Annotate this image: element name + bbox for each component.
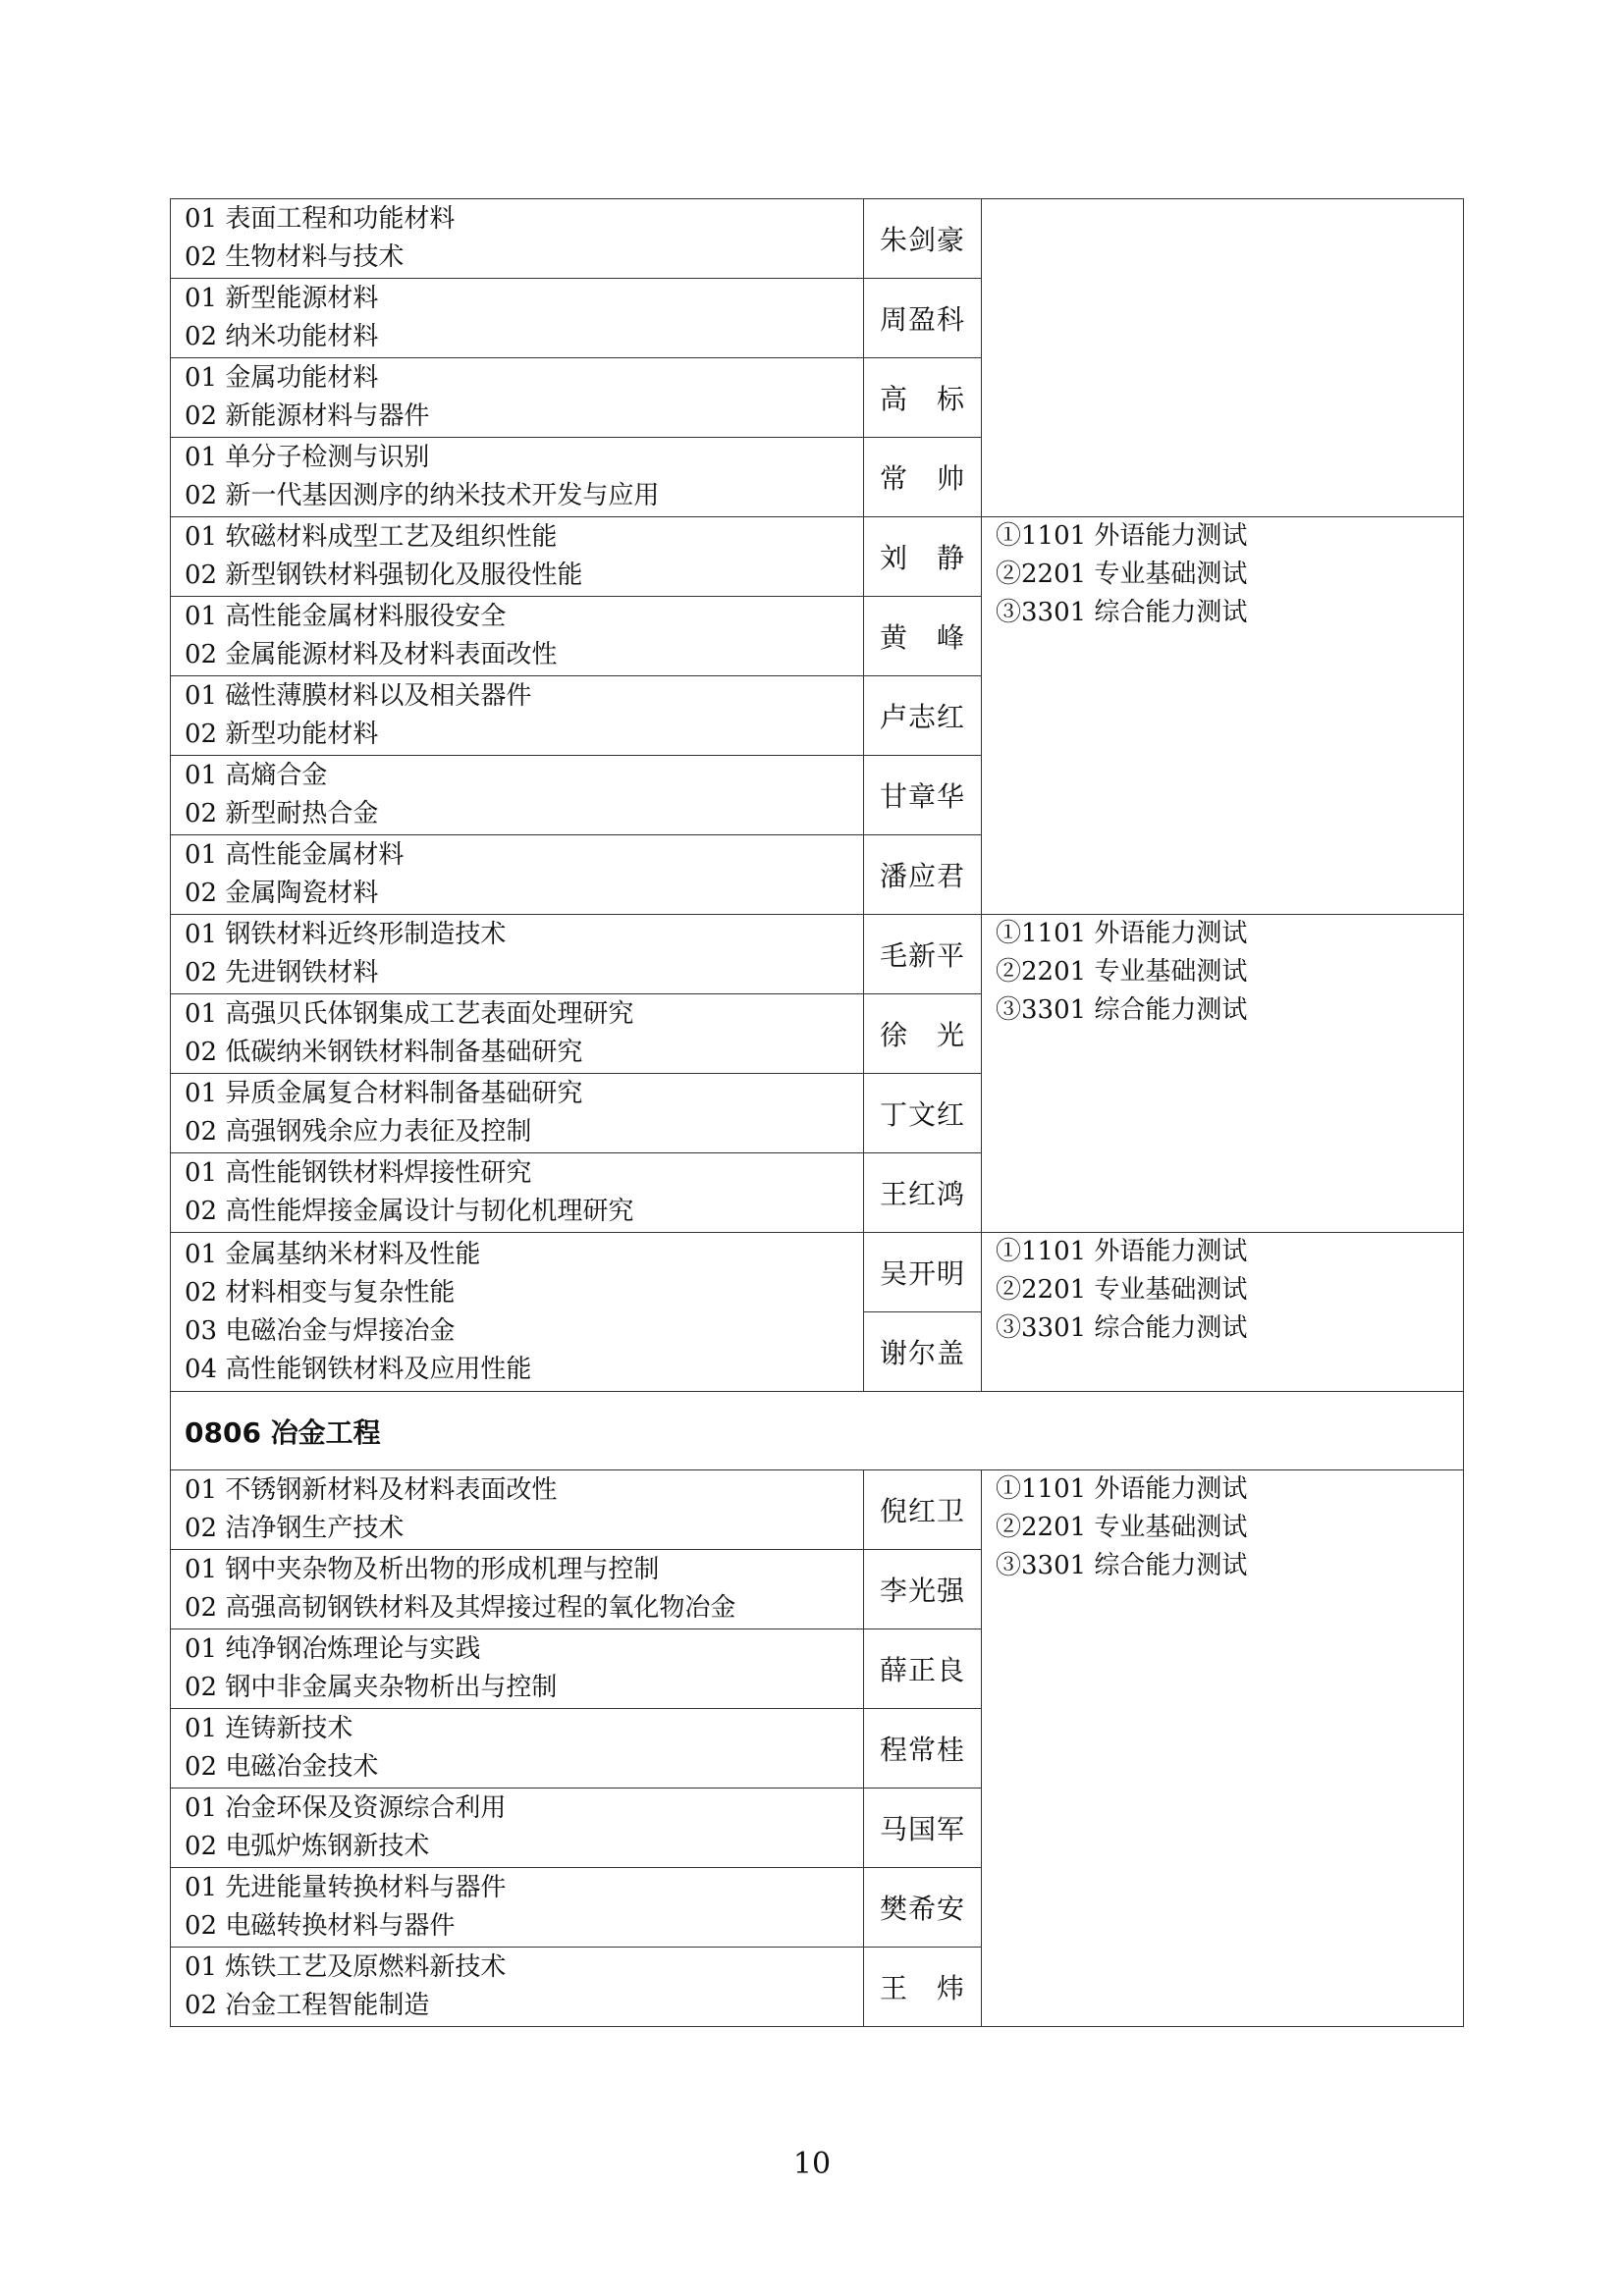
direction-item: 01 新型能源材料	[185, 284, 379, 313]
exam-item: ①1101 外语能力测试	[996, 1474, 1248, 1504]
direction-item: 02 金属陶瓷材料	[185, 879, 379, 908]
exam-item: ③3301 综合能力测试	[996, 1551, 1248, 1580]
page-number: 10	[792, 2147, 832, 2181]
supervisor-name: 黄 峰	[864, 597, 982, 676]
exam-item: ①1101 外语能力测试	[996, 1237, 1248, 1266]
table-row	[171, 1470, 1464, 1550]
supervisor-name: 高 标	[864, 358, 982, 438]
direction-item: 01 表面工程和功能材料	[185, 204, 456, 234]
direction-item: 01 高性能钢铁材料焊接性研究	[185, 1158, 532, 1188]
direction-item: 02 材料相变与复杂性能	[185, 1277, 456, 1308]
exam-item: ③3301 综合能力测试	[996, 995, 1248, 1025]
research-directions	[171, 438, 864, 517]
research-directions	[171, 835, 864, 915]
table-row	[171, 915, 1464, 994]
exam-subjects-empty	[982, 199, 1464, 517]
exam-item: ②2201 专业基础测试	[996, 1275, 1248, 1305]
research-directions	[171, 358, 864, 438]
supervisor-name: 王红鸿	[864, 1153, 982, 1233]
section-row	[171, 1392, 1464, 1470]
research-directions	[171, 915, 864, 994]
direction-item: 02 低碳纳米钢铁材料制备基础研究	[185, 1038, 583, 1067]
direction-item: 01 磁性薄膜材料以及相关器件	[185, 681, 532, 711]
direction-item: 02 新能源材料与器件	[185, 401, 430, 431]
supervisor-name: 谢尔盖	[864, 1312, 982, 1392]
supervisor-name: 毛新平	[864, 915, 982, 994]
table-row	[171, 1233, 1464, 1312]
table-row	[171, 199, 1464, 279]
research-directions	[171, 1948, 864, 2027]
supervisor-name: 程常桂	[864, 1709, 982, 1789]
exam-item: ②2201 专业基础测试	[996, 957, 1248, 987]
supervisor-name: 常 帅	[864, 438, 982, 517]
direction-item: 01 金属功能材料	[185, 363, 379, 393]
supervisor-name: 朱剑豪	[864, 199, 982, 279]
research-directions	[171, 1789, 864, 1868]
direction-item: 02 电磁冶金技术	[185, 1752, 379, 1782]
research-directions	[171, 1470, 864, 1550]
direction-item: 02 新一代基因测序的纳米技术开发与应用	[185, 481, 660, 510]
exam-subjects	[982, 1470, 1464, 2027]
research-directions	[171, 1074, 864, 1153]
exam-subjects	[982, 915, 1464, 1233]
direction-item: 01 高性能金属材料服役安全	[185, 602, 507, 631]
exam-item: ①1101 外语能力测试	[996, 521, 1248, 551]
direction-item: 01 单分子检测与识别	[185, 443, 430, 472]
direction-item: 01 软磁材料成型工艺及组织性能	[185, 522, 558, 552]
research-directions	[171, 994, 864, 1074]
table-row	[171, 517, 1464, 597]
supervisor-name: 甘章华	[864, 756, 982, 835]
exam-item: ③3301 综合能力测试	[996, 598, 1248, 627]
direction-item: 01 先进能量转换材料与器件	[185, 1873, 507, 1902]
direction-item: 01 不锈钢新材料及材料表面改性	[185, 1475, 558, 1505]
direction-item: 01 高熵合金	[185, 761, 328, 790]
supervisor-name: 马国军	[864, 1789, 982, 1868]
supervisor-name: 李光强	[864, 1550, 982, 1629]
exam-item: ②2201 专业基础测试	[996, 1513, 1248, 1542]
direction-item: 01 冶金环保及资源综合利用	[185, 1793, 507, 1823]
section-title: 0806 冶金工程	[171, 1392, 1464, 1470]
research-directions	[171, 1550, 864, 1629]
research-directions	[171, 517, 864, 597]
direction-item: 02 纳米功能材料	[185, 322, 379, 351]
supervisor-name: 刘 静	[864, 517, 982, 597]
direction-item: 03 电磁冶金与焊接冶金	[185, 1315, 456, 1346]
supervisor-name: 薛正良	[864, 1629, 982, 1709]
research-directions	[171, 199, 864, 279]
direction-item: 01 纯净钢冶炼理论与实践	[185, 1634, 481, 1664]
research-directions	[171, 279, 864, 358]
supervisor-name: 潘应君	[864, 835, 982, 915]
direction-item: 02 生物材料与技术	[185, 242, 405, 272]
direction-item: 02 新型钢铁材料强韧化及服役性能	[185, 561, 583, 590]
supervisor-name: 徐 光	[864, 994, 982, 1074]
supervisor-name: 丁文红	[864, 1074, 982, 1153]
research-directions-table	[170, 198, 1464, 2027]
direction-item: 04 高性能钢铁材料及应用性能	[185, 1354, 532, 1384]
direction-item: 01 高性能金属材料	[185, 840, 405, 870]
direction-item: 02 高性能焊接金属设计与韧化机理研究	[185, 1197, 634, 1226]
research-directions	[171, 597, 864, 676]
direction-item: 01 金属基纳米材料及性能	[185, 1239, 481, 1269]
direction-item: 01 异质金属复合材料制备基础研究	[185, 1079, 583, 1108]
direction-item: 02 高强钢残余应力表征及控制	[185, 1117, 532, 1147]
direction-item: 02 先进钢铁材料	[185, 958, 379, 988]
exam-item: ①1101 外语能力测试	[996, 919, 1248, 948]
research-directions	[171, 756, 864, 835]
exam-subjects	[982, 517, 1464, 915]
research-directions	[171, 1709, 864, 1789]
supervisor-name: 卢志红	[864, 676, 982, 756]
direction-item: 02 新型功能材料	[185, 720, 379, 749]
direction-item: 01 钢铁材料近终形制造技术	[185, 920, 507, 949]
research-directions	[171, 1629, 864, 1709]
direction-item: 01 钢中夹杂物及析出物的形成机理与控制	[185, 1555, 660, 1584]
direction-item: 02 新型耐热合金	[185, 799, 379, 828]
exam-item: ③3301 综合能力测试	[996, 1313, 1248, 1343]
supervisor-name: 樊希安	[864, 1868, 982, 1948]
supervisor-name: 倪红卫	[864, 1470, 982, 1550]
supervisor-name: 王 炜	[864, 1948, 982, 2027]
direction-item: 01 连铸新技术	[185, 1714, 353, 1743]
research-directions	[171, 1233, 864, 1392]
direction-item: 02 洁净钢生产技术	[185, 1514, 405, 1543]
research-directions	[171, 676, 864, 756]
direction-item: 02 金属能源材料及材料表面改性	[185, 640, 558, 669]
direction-item: 02 钢中非金属夹杂物析出与控制	[185, 1673, 558, 1702]
research-directions	[171, 1868, 864, 1948]
direction-item: 02 电弧炉炼钢新技术	[185, 1832, 430, 1861]
exam-item: ②2201 专业基础测试	[996, 560, 1248, 589]
direction-item: 01 炼铁工艺及原燃料新技术	[185, 1952, 507, 1982]
exam-subjects	[982, 1233, 1464, 1392]
direction-item: 02 高强高韧钢铁材料及其焊接过程的氧化物冶金	[185, 1593, 736, 1623]
research-directions	[171, 1153, 864, 1233]
direction-item: 01 高强贝氏体钢集成工艺表面处理研究	[185, 999, 634, 1029]
direction-item: 02 电磁转换材料与器件	[185, 1911, 456, 1941]
supervisor-name: 吴开明	[864, 1233, 982, 1312]
direction-item: 02 冶金工程智能制造	[185, 1991, 430, 2020]
supervisor-name: 周盈科	[864, 279, 982, 358]
